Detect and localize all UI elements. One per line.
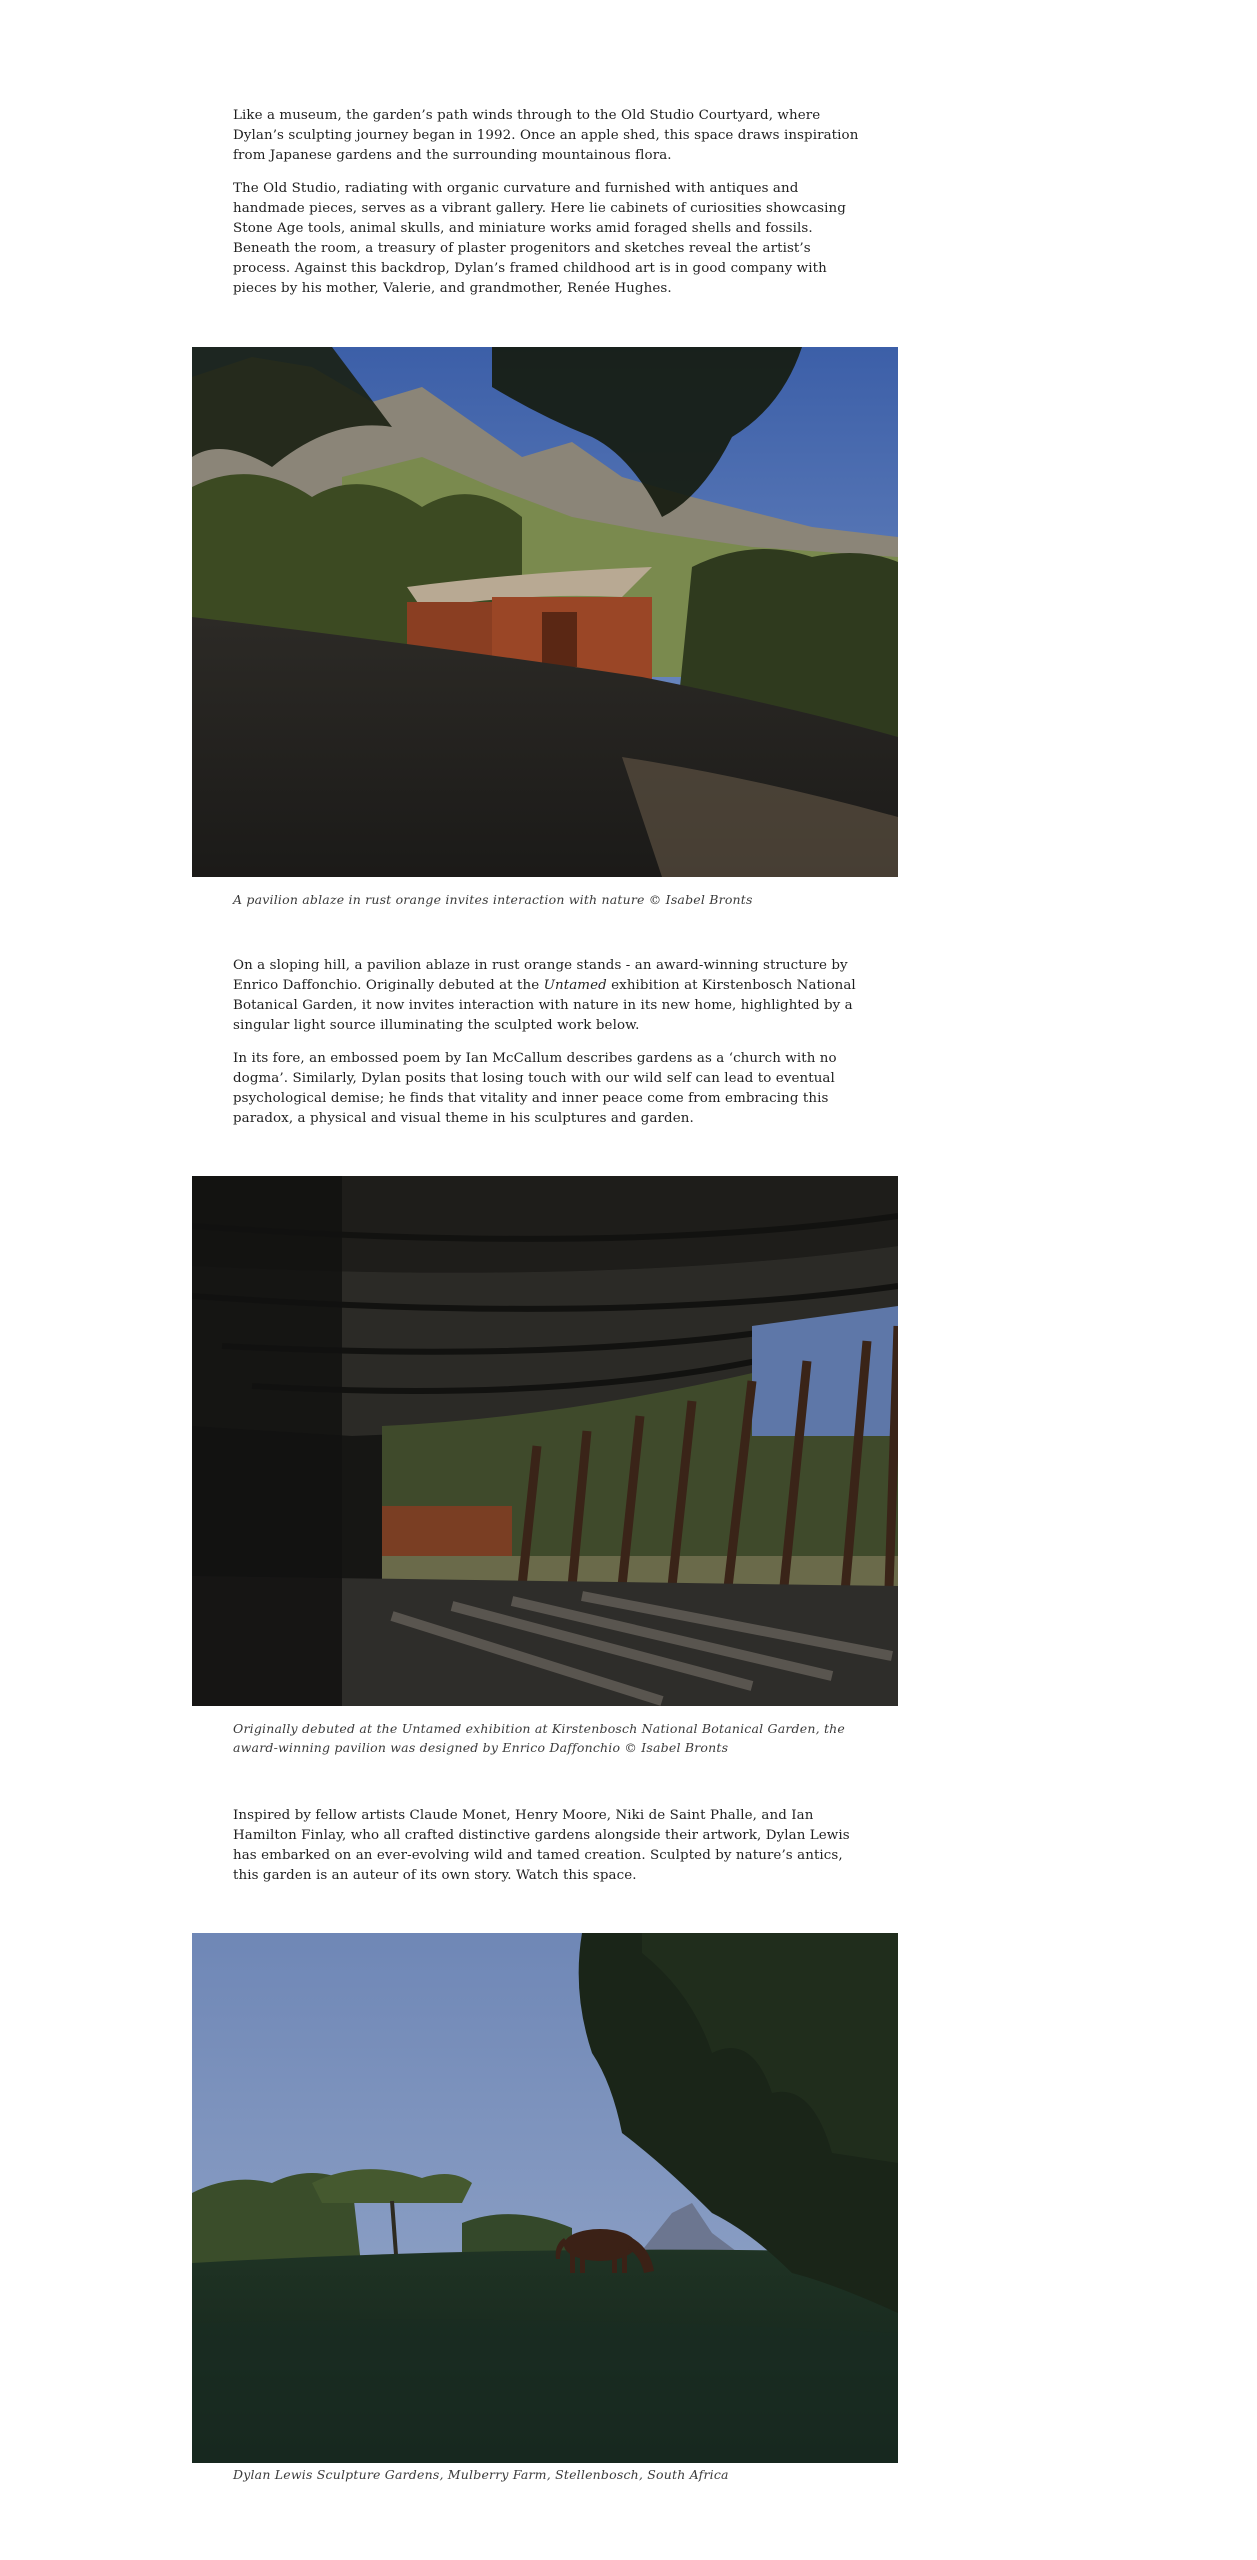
exhibition-name: Untamed <box>543 978 607 993</box>
figure1-caption: A pavilion ablaze in rust orange invites interaction with nature © Isabel Bronts <box>233 892 753 907</box>
figure3-caption: Dylan Lewis Sculpture Gardens, Mulberry Farm, Stellenbosch, South Africa <box>233 2467 729 2482</box>
closing-text-block <box>233 1806 863 1886</box>
figure1-caption-block <box>233 890 863 909</box>
intro-paragraph-2: The Old Studio, radiating with organic curvature and furnished with antiques and handmade pieces, serves as a vibrant gallery. Here lie cabinets of curiosities showcasing Stone Age tools, animal skulls, and miniature works amid foraged shells and fossils. Beneath the room, a treasury of plaster progenitors and sketches reveal the artist’s process. Against this backdrop, Dylan’s framed childhood art is in good company with pieces by his mother, Valerie, and grandmother, Renée Hughes. <box>233 181 846 296</box>
horse-grazing-photo <box>192 1933 898 2463</box>
figure3-caption-block <box>233 2465 863 2484</box>
closing-paragraph: Inspired by fellow artists Claude Monet, Henry Moore, Niki de Saint Phalle, and Ian Hamilton Finlay, who all crafted distinctive gardens alongside their artwork, Dylan Lewis has embarked on an ever-evolving wild and tamed creation. Sculpted by nature’s antics, this garden is an auteur of its own story. Watch this space. <box>233 1808 850 1883</box>
middle-paragraph-1-end: exhibition at Kirstenbosch National Botanical Garden, it now invites interaction with nature in its new home, highlighted by a singular light source illuminating the sculpted work below. <box>233 978 856 1033</box>
middle-paragraph-2: In its fore, an embossed poem by Ian McCallum describes gardens as a ‘church with no dogma’. Similarly, Dylan posits that losing touch with our wild self can lead to eventual psychological demise; he finds that vitality and inner peace come from embracing this paradox, a physical and visual theme in his sculptures and garden. <box>233 1051 837 1126</box>
pavilion-interior-photo <box>192 1176 898 1706</box>
intro-paragraph-1: Like a museum, the garden’s path winds through to the Old Studio Courtyard, where Dylan’s sculpting journey began in 1992. Once an apple shed, this space draws inspiration from Japanese gardens and the surrounding mountainous flora. <box>233 108 859 163</box>
intro-text-block <box>233 106 863 299</box>
figure2-caption: Originally debuted at the Untamed exhibition at Kirstenbosch National Botanical Garden, the award-winning pavilion was designed by Enrico Daffonchio © Isabel Bronts <box>233 1721 846 1755</box>
pavilion-exterior-photo <box>192 347 898 877</box>
middle-text-block <box>233 956 863 1129</box>
figure2-caption-block <box>233 1719 863 1757</box>
middle-paragraph-1 <box>233 956 863 1036</box>
middle-paragraph-1-start: On a sloping hill, a pavilion ablaze in rust orange stands - an award-winning structure by Enrico Daffonchio. Originally debuted at the <box>233 958 848 993</box>
